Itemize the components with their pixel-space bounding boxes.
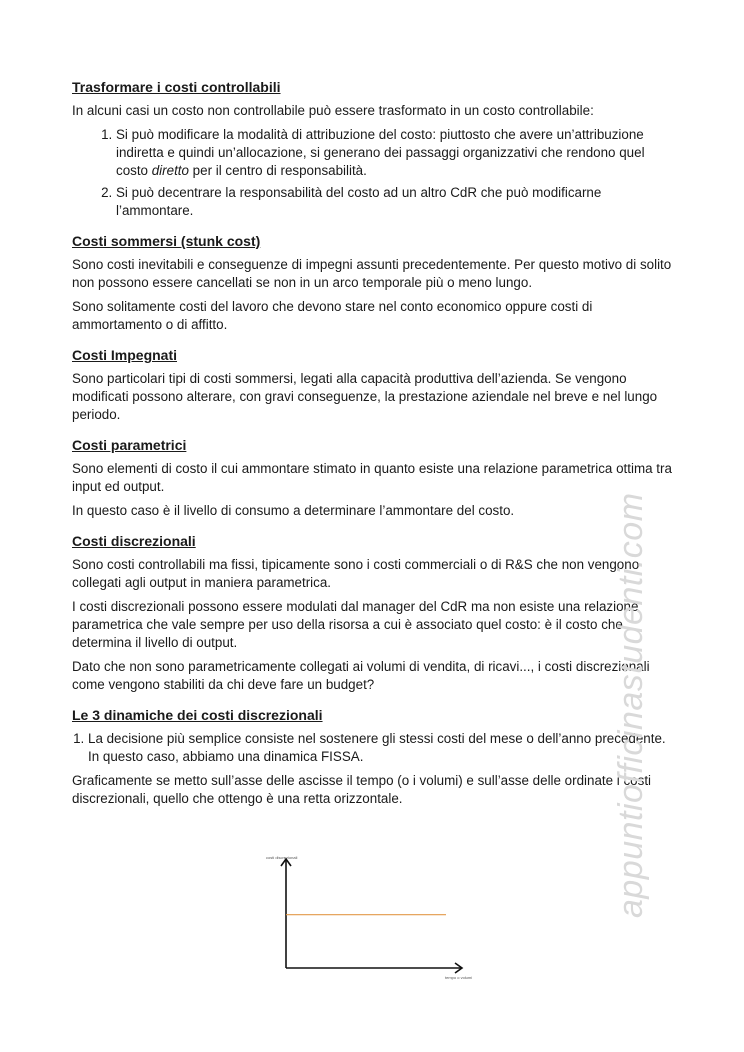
paragraph: Sono particolari tipi di costi sommersi, legati alla capacità produttiva dell’azienda. Se vengono modificati possono alterare, con gravi conseguenze, la prestazione aziendale nel breve e nel lungo periodo. bbox=[72, 371, 658, 422]
list-item-text: per il centro di responsabilità. bbox=[188, 163, 367, 178]
paragraph: Graficamente se metto sull’asse delle ascisse il tempo (o i volumi) e sull’asse delle ordinate i costi discrezionali, quello che ottengo è una retta orizzontale. bbox=[72, 773, 652, 806]
list-item bbox=[116, 126, 672, 180]
x-axis-label: tempo o volumi bbox=[445, 975, 473, 980]
list-item: 2. Si può decentrare la responsabilità del costo ad un altro CdR che può modificarne l’ammontare. bbox=[116, 184, 672, 220]
paragraph: In alcuni casi un costo non controllabile può essere trasformato in un costo controllabile: bbox=[72, 103, 594, 118]
y-axis-label: costi discrezionali bbox=[266, 855, 298, 860]
paragraph: Sono costi controllabili ma fissi, tipicamente sono i costi commerciali o di R&S che non vengono collegati agli output in maniera parametrica. bbox=[72, 557, 640, 590]
paragraph: In questo caso è il livello di consumo a determinare l’ammontare del costo. bbox=[72, 503, 515, 518]
section-title-impegnati: Costi Impegnati bbox=[72, 347, 178, 363]
numbered-list bbox=[72, 126, 672, 220]
section-title-discrezionali: Costi discrezionali bbox=[72, 533, 196, 549]
paragraph: Dato che non sono parametricamente collegati ai volumi di vendita, di ricavi..., i costi discrezionali come vengono stabiliti da chi deve fare un budget? bbox=[72, 659, 650, 692]
section-title-parametrici: Costi parametrici bbox=[72, 437, 187, 453]
paragraph: Sono costi inevitabili e conseguenze di impegni assunti precedentemente. Per questo motivo di solito non possono essere cancellati se non in un arco temporale più o meno lungo. bbox=[72, 257, 672, 290]
watermark: appuntiofficinastudenti.com bbox=[612, 492, 650, 918]
emphasis-text: diretto bbox=[151, 163, 189, 178]
list-item: 1. La decisione più semplice consiste nel sostenere gli stessi costi del mese o dell’anno precedente. In questo caso, abbiamo una dinamica FISSA. bbox=[88, 730, 672, 766]
section-title-trasformare: Trasformare i costi controllabili bbox=[72, 79, 281, 95]
paragraph: Sono solitamente costi del lavoro che devono stare nel conto economico oppure costi di ammortamento o di affitto. bbox=[72, 299, 593, 332]
document-page bbox=[72, 78, 672, 814]
section-title-dinamiche: Le 3 dinamiche dei costi discrezionali bbox=[72, 707, 323, 723]
list-item-text: Si può modificare la modalità di attribuzione del costo: piuttosto che avere un’attribuzione indiretta e quindi un’allocazione, si generano dei passaggi organizzativi che rendono quel costo bbox=[116, 127, 645, 178]
fixed-cost-chart bbox=[262, 852, 482, 982]
paragraph: Sono elementi di costo il cui ammontare stimato in quanto esiste una relazione parametrica ottima tra input ed output. bbox=[72, 461, 672, 494]
paragraph: I costi discrezionali possono essere modulati dal manager del CdR ma non esiste una relazione parametrica che vale sempre per uso della risorsa a cui è associato quel costo: è il costo che determina il livello di output. bbox=[72, 599, 639, 650]
section-title-sommersi: Costi sommersi (stunk cost) bbox=[72, 233, 261, 249]
numbered-list bbox=[72, 730, 672, 766]
